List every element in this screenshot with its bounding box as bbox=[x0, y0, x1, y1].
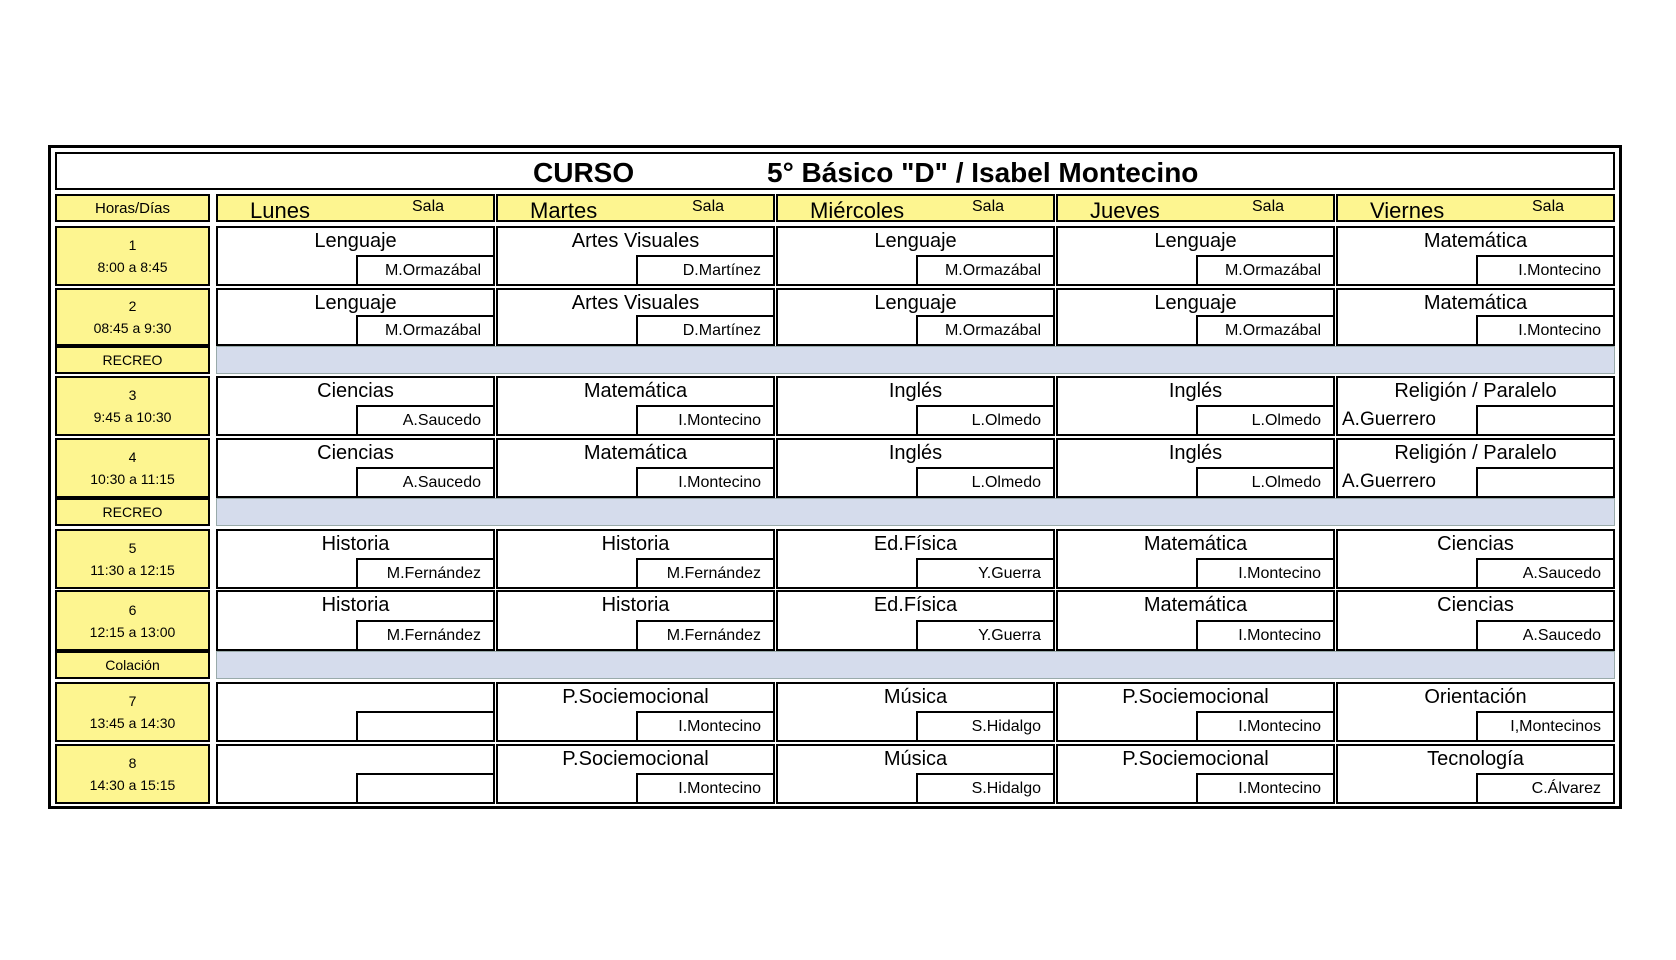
class-cell bbox=[216, 744, 495, 804]
subject-name: Tecnología bbox=[1427, 748, 1524, 770]
teacher-name: A.Guerrero bbox=[1342, 409, 1436, 430]
subject-name: Música bbox=[883, 686, 948, 708]
sala-label: Sala bbox=[972, 198, 1005, 215]
teacher-box: L.Olmedo bbox=[916, 467, 1055, 498]
period-time: 8:00 a 8:45 bbox=[97, 259, 168, 275]
class-cell bbox=[496, 590, 775, 651]
teacher-box: L.Olmedo bbox=[1196, 467, 1335, 498]
period-number: 8 bbox=[128, 755, 137, 771]
class-cell bbox=[776, 682, 1055, 742]
subject-name: Lenguaje bbox=[874, 292, 957, 314]
subject-name: Ciencias bbox=[1437, 533, 1514, 555]
period-number: 4 bbox=[128, 449, 137, 465]
teacher-box: I.Montecino bbox=[636, 711, 775, 742]
subject-name bbox=[218, 748, 493, 774]
class-cell bbox=[1056, 590, 1335, 651]
teacher-box: M.Ormazábal bbox=[1196, 255, 1335, 286]
schedule-header bbox=[55, 152, 1615, 190]
teacher-name: A.Guerrero bbox=[1342, 471, 1436, 492]
subject-name: Religión / Paralelo bbox=[1394, 442, 1557, 464]
period-time-cell bbox=[55, 288, 210, 346]
class-cell bbox=[776, 590, 1055, 651]
class-cell bbox=[216, 590, 495, 651]
class-cell bbox=[1056, 682, 1335, 742]
subject-name: Matemática bbox=[1423, 230, 1528, 252]
teacher-box: A.Saucedo bbox=[356, 467, 495, 498]
teacher-box: M.Fernández bbox=[636, 558, 775, 589]
period-number: 6 bbox=[128, 601, 137, 618]
teacher-box: I.Montecino bbox=[1196, 558, 1335, 589]
subject-name: Orientación bbox=[1424, 686, 1527, 708]
subject-name: Ciencias bbox=[317, 442, 394, 464]
day-header bbox=[216, 194, 495, 222]
subject-name: Ciencias bbox=[317, 380, 394, 402]
subject-name: Inglés bbox=[888, 442, 943, 464]
day-name: Viernes bbox=[1370, 198, 1445, 223]
teacher-box: Y.Guerra bbox=[916, 620, 1055, 651]
period-time-cell bbox=[55, 226, 210, 286]
subject-name: Matemática bbox=[583, 380, 688, 402]
class-cell bbox=[1056, 438, 1335, 498]
teacher-box: I.Montecino bbox=[1476, 315, 1615, 346]
subject-name: Matemática bbox=[583, 442, 688, 464]
subject-name bbox=[218, 686, 493, 712]
period-time-cell bbox=[55, 590, 210, 651]
class-cell bbox=[776, 438, 1055, 498]
teacher-box bbox=[356, 711, 495, 742]
period-time: 13:45 a 14:30 bbox=[89, 715, 176, 731]
class-cell bbox=[1056, 376, 1335, 436]
teacher-box: Y.Guerra bbox=[916, 558, 1055, 589]
subject-name: Matemática bbox=[1143, 533, 1248, 555]
teacher-box: I.Montecino bbox=[1196, 773, 1335, 804]
class-cell bbox=[216, 682, 495, 742]
subject-name: P.Sociemocional bbox=[562, 686, 709, 708]
subject-name: Historia bbox=[601, 533, 670, 555]
day-header bbox=[1056, 194, 1335, 222]
class-cell bbox=[1336, 376, 1615, 436]
class-cell bbox=[1336, 288, 1615, 346]
class-cell bbox=[1056, 288, 1335, 346]
class-cell bbox=[1336, 529, 1615, 589]
period-time-cell bbox=[55, 438, 210, 498]
period-time-cell bbox=[55, 376, 210, 436]
teacher-box: I.Montecino bbox=[1476, 255, 1615, 286]
day-name: Martes bbox=[530, 198, 598, 223]
break-label: Colación bbox=[55, 651, 210, 679]
teacher-box: A.Saucedo bbox=[1476, 620, 1615, 651]
subject-name: Historia bbox=[601, 594, 670, 616]
break-label: RECREO bbox=[55, 346, 210, 374]
teacher-box: M.Ormazábal bbox=[1196, 315, 1335, 346]
subject-name: Ed.Física bbox=[873, 533, 958, 555]
teacher-box: M.Ormazábal bbox=[916, 255, 1055, 286]
period-time-cell bbox=[55, 682, 210, 742]
sala-label: Sala bbox=[692, 198, 725, 215]
day-name: Miércoles bbox=[810, 198, 905, 223]
teacher-box: M.Ormazábal bbox=[356, 255, 495, 286]
teacher-box: L.Olmedo bbox=[1196, 405, 1335, 436]
class-cell bbox=[1336, 590, 1615, 651]
period-time-cell bbox=[55, 744, 210, 804]
period-number: 5 bbox=[128, 540, 137, 556]
break-band bbox=[216, 346, 1615, 374]
class-cell bbox=[496, 226, 775, 286]
class-cell bbox=[1336, 744, 1615, 804]
subject-name: Ed.Física bbox=[873, 594, 958, 616]
subject-name: Historia bbox=[321, 594, 390, 616]
subject-name: Artes Visuales bbox=[571, 292, 700, 314]
subject-name: P.Sociemocional bbox=[1122, 686, 1269, 708]
class-cell bbox=[1056, 529, 1335, 589]
teacher-box: S.Hidalgo bbox=[916, 773, 1055, 804]
subject-name: Historia bbox=[321, 533, 390, 555]
break-band bbox=[216, 651, 1615, 679]
period-time: 9:45 a 10:30 bbox=[93, 409, 172, 425]
teacher-box: M.Ormazábal bbox=[356, 315, 495, 346]
period-time-cell bbox=[55, 529, 210, 589]
class-cell bbox=[1336, 438, 1615, 498]
class-cell bbox=[496, 438, 775, 498]
subject-name: Matemática bbox=[1423, 292, 1528, 314]
class-cell bbox=[496, 376, 775, 436]
subject-name: P.Sociemocional bbox=[1122, 748, 1269, 770]
period-time: 11:30 a 12:15 bbox=[90, 562, 175, 578]
break-label: RECREO bbox=[55, 498, 210, 526]
subject-name: Inglés bbox=[888, 380, 943, 402]
class-cell bbox=[496, 529, 775, 589]
subject-name: Lenguaje bbox=[1154, 292, 1237, 314]
period-time: 12:15 a 13:00 bbox=[89, 623, 176, 640]
break-band bbox=[216, 498, 1615, 526]
subject-name: Lenguaje bbox=[314, 292, 397, 314]
class-cell bbox=[216, 438, 495, 498]
subject-name: Matemática bbox=[1143, 594, 1248, 616]
period-time: 08:45 a 9:30 bbox=[93, 320, 172, 336]
sala-label: Sala bbox=[412, 198, 445, 215]
teacher-box bbox=[1476, 405, 1615, 436]
corner-label: Horas/Días bbox=[55, 194, 210, 222]
period-number: 7 bbox=[128, 693, 137, 709]
teacher-box: I.Montecino bbox=[1196, 620, 1335, 651]
teacher-box bbox=[1476, 467, 1615, 498]
teacher-box: M.Fernández bbox=[636, 620, 775, 651]
day-header bbox=[496, 194, 775, 222]
class-cell bbox=[776, 288, 1055, 346]
subject-name: Lenguaje bbox=[314, 230, 397, 252]
teacher-box: A.Saucedo bbox=[356, 405, 495, 436]
curso-label: CURSO bbox=[533, 157, 635, 188]
class-cell bbox=[216, 226, 495, 286]
day-name: Jueves bbox=[1090, 198, 1160, 223]
sala-label: Sala bbox=[1532, 198, 1565, 215]
course-title: 5° Básico "D" / Isabel Montecino bbox=[767, 157, 1199, 188]
teacher-box: I.Montecino bbox=[636, 405, 775, 436]
teacher-box: D.Martínez bbox=[636, 255, 775, 286]
subject-name: Religión / Paralelo bbox=[1394, 380, 1557, 402]
class-cell bbox=[776, 376, 1055, 436]
subject-name: Artes Visuales bbox=[571, 230, 700, 252]
teacher-box: D.Martínez bbox=[636, 315, 775, 346]
subject-name: Lenguaje bbox=[874, 230, 957, 252]
teacher-box: I.Montecino bbox=[636, 467, 775, 498]
teacher-box: I,Montecinos bbox=[1476, 711, 1615, 742]
day-header bbox=[1336, 194, 1615, 222]
subject-name: P.Sociemocional bbox=[562, 748, 709, 770]
schedule-table bbox=[48, 145, 1622, 809]
class-cell bbox=[216, 376, 495, 436]
period-number: 2 bbox=[128, 298, 137, 314]
subject-name: Inglés bbox=[1168, 442, 1223, 464]
teacher-box: A.Saucedo bbox=[1476, 558, 1615, 589]
subject-name: Música bbox=[883, 748, 948, 770]
class-cell bbox=[216, 288, 495, 346]
class-cell bbox=[1336, 682, 1615, 742]
teacher-box: L.Olmedo bbox=[916, 405, 1055, 436]
teacher-box: M.Ormazábal bbox=[916, 315, 1055, 346]
class-cell bbox=[216, 529, 495, 589]
sala-label: Sala bbox=[1252, 198, 1285, 215]
teacher-box bbox=[356, 773, 495, 804]
class-cell bbox=[1336, 226, 1615, 286]
subject-name: Lenguaje bbox=[1154, 230, 1237, 252]
period-time: 14:30 a 15:15 bbox=[89, 777, 176, 793]
day-name: Lunes bbox=[250, 198, 310, 223]
class-cell bbox=[776, 744, 1055, 804]
teacher-box: M.Fernández bbox=[356, 620, 495, 651]
class-cell bbox=[776, 226, 1055, 286]
day-header bbox=[776, 194, 1055, 222]
class-cell bbox=[776, 529, 1055, 589]
teacher-box: I.Montecino bbox=[636, 773, 775, 804]
class-cell bbox=[496, 682, 775, 742]
subject-name: Inglés bbox=[1168, 380, 1223, 402]
period-time: 10:30 a 11:15 bbox=[90, 471, 175, 487]
class-cell bbox=[496, 288, 775, 346]
teacher-box: I.Montecino bbox=[1196, 711, 1335, 742]
period-number: 3 bbox=[128, 387, 137, 403]
class-cell bbox=[1056, 744, 1335, 804]
class-cell bbox=[1056, 226, 1335, 286]
period-number: 1 bbox=[128, 237, 137, 253]
teacher-box: S.Hidalgo bbox=[916, 711, 1055, 742]
teacher-box: C.Álvarez bbox=[1476, 773, 1615, 804]
subject-name: Ciencias bbox=[1437, 594, 1514, 616]
class-cell bbox=[496, 744, 775, 804]
teacher-box: M.Fernández bbox=[356, 558, 495, 589]
